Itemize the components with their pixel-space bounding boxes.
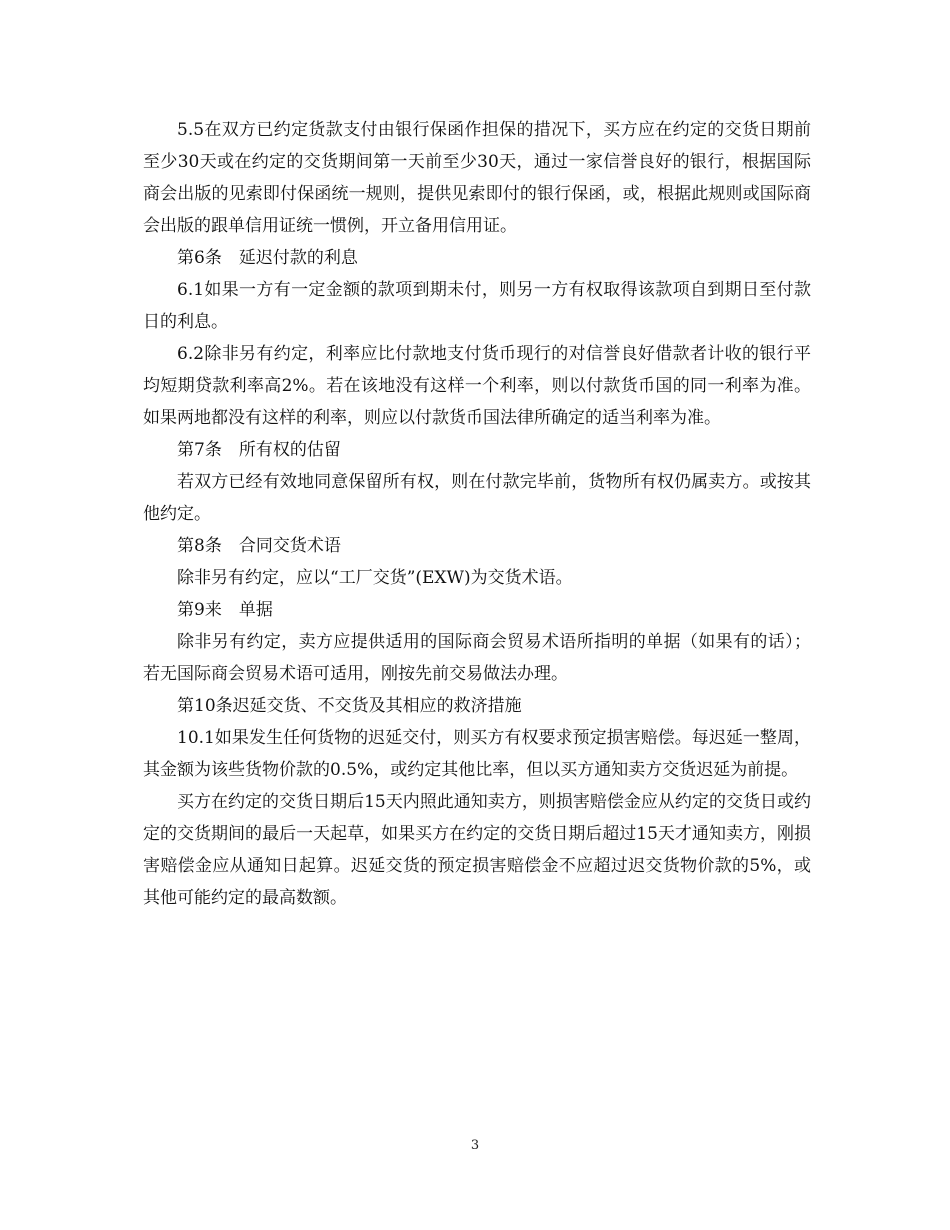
heading-article-8: 第8条 合同交货术语: [177, 536, 341, 556]
heading-article-7: 第7条 所有权的估留: [177, 440, 341, 460]
heading-article-9: 第9来 单据: [177, 600, 273, 620]
paragraph-5-5: 5.5在双方已约定货款支付由银行保函作担保的措况下，买方应在约定的交货日期前至少30天或在约定的交货期间第一天前至少30天，通过一家信誉良好的银行，根据国际商会出版的见索即付保函统一规则，提供见索即付的银行保函，或，根据此规则或国际商会出版的跟单信用证统一惯例，开立备用信用证。: [143, 120, 811, 236]
paragraph-article-7-text: 若双方已经有效地同意保留所有权，则在付款完毕前，货物所有权仍属卖方。或按其他约定。: [143, 472, 811, 524]
document-body: [143, 114, 811, 914]
paragraph-article-9-text: 除非另有约定，卖方应提供适用的国际商会贸易术语所指明的单据（如果有的话）；若无国际商会贸易术语可适用，刚按先前交易做法办理。: [143, 632, 811, 684]
paragraph-6-1: 6.1如果一方有一定金额的款项到期未付，则另一方有权取得该款项自到期日至付款日的利息。: [143, 280, 811, 332]
heading-article-10: 第10条迟延交货、不交货及其相应的救济措施: [177, 696, 522, 716]
page-number: 3: [470, 1138, 480, 1153]
paragraph-10-1-continued: 买方在约定的交货日期后15天内照此通知卖方，则损害赔偿金应从约定的交货日或约定的交货期间的最后一天起草，如果买方在约定的交货日期后超过15天才通知卖方，刚损害赔偿金应从通知日起算。迟延交货的预定损害赔偿金不应超过迟交货物价款的5%，或其他可能约定的最高数额。: [143, 792, 811, 908]
paragraph-6-2: 6.2除非另有约定，利率应比付款地支付货币现行的对信誉良好借款者计收的银行平均短期贷款利率高2%。若在该地没有这样一个利率，则以付款货币国的同一利率为准。如果两地都没有这样的利率，则应以付款货币国法律所确定的适当利率为准。: [143, 344, 811, 428]
paragraph-article-8-text: 除非另有约定，应以“工厂交货”(EXW)为交货术语。: [177, 568, 573, 588]
paragraph-10-1: 10.1如果发生任何货物的迟延交付，则买方有权要求预定损害赔偿。每迟延一整周，其金额为该些货物价款的0.5%，或约定其他比率，但以买方通知卖方交货迟延为前提。: [143, 728, 811, 780]
heading-article-6: 第6条 延迟付款的利息: [177, 248, 358, 268]
